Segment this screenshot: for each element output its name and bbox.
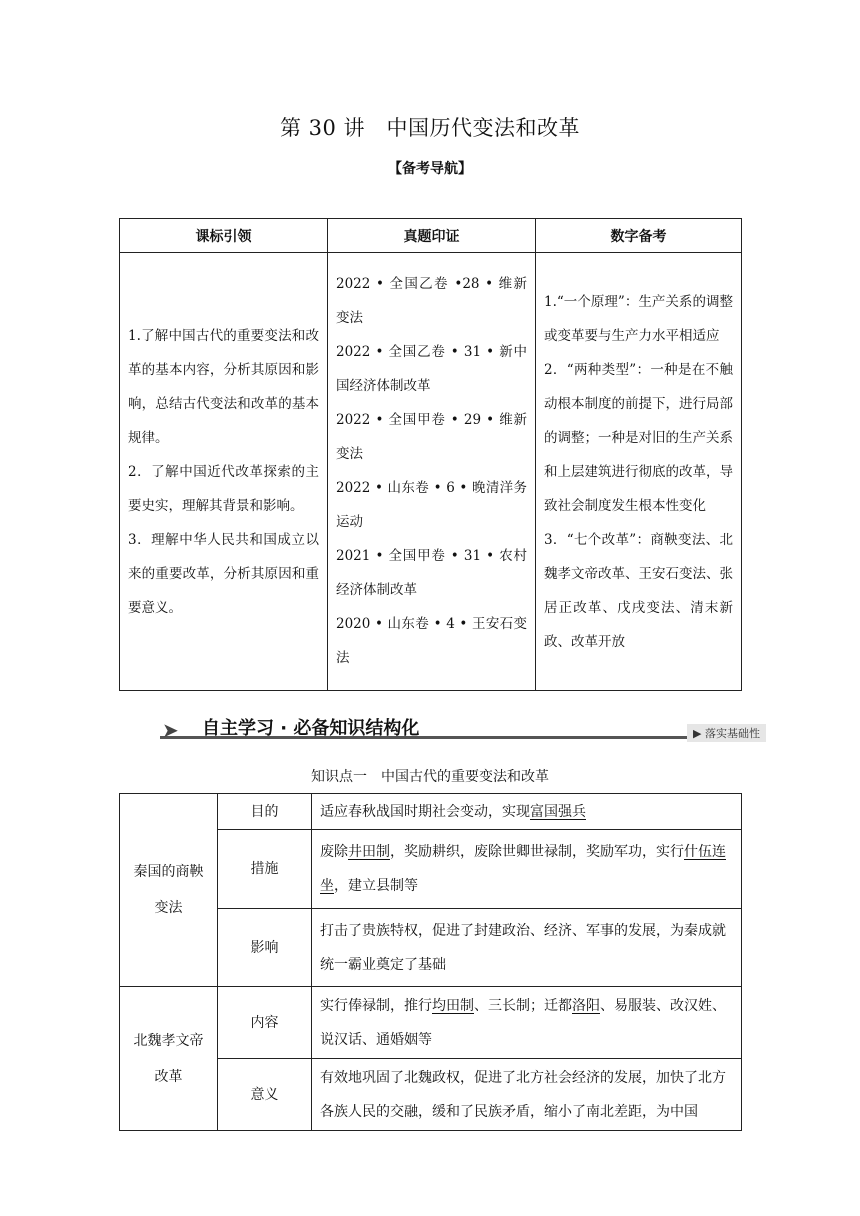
text-run: ，建立县制等 bbox=[334, 878, 418, 894]
content-cell bbox=[312, 830, 742, 909]
content-cell bbox=[312, 794, 742, 830]
text-run: 适应春秋战国时期社会变动，实现 bbox=[320, 803, 530, 820]
text-run: 废除 bbox=[320, 844, 348, 860]
exam-question-item: 2022 • 全国乙卷 • 31 • 新中国经济体制改革 bbox=[336, 344, 527, 394]
text-run: 、三长制；迁都 bbox=[474, 997, 572, 1014]
digital-review-cell bbox=[536, 253, 742, 691]
text-run: ，奖励耕织，废除世卿世禄制，奖励军功，实行 bbox=[390, 844, 684, 860]
curriculum-item: 2．了解中国近代改革探索的主要史实，理解其背景和影响。 bbox=[128, 463, 319, 514]
aspect-cell: 目的 bbox=[218, 794, 312, 830]
exam-question-item: 2021 • 全国甲卷 • 31 • 农村经济体制改革 bbox=[336, 548, 527, 598]
key-term: 井田制 bbox=[348, 844, 390, 860]
content-cell: 有效地巩固了北魏政权，促进了北方社会经济的发展，加快了北方各族人民的交融，缓和了民族矛盾，缩小了南北差距，为中国 bbox=[312, 1059, 742, 1131]
aspect-cell: 意义 bbox=[218, 1059, 312, 1131]
knowledge-table bbox=[119, 793, 742, 1131]
knowledge-point-title: 知识点一 中国古代的重要变法和改革 bbox=[311, 769, 549, 785]
exam-question-item: 2020 • 山东卷 • 4 • 王安石变法 bbox=[336, 616, 527, 666]
section-banner bbox=[160, 712, 766, 742]
exam-question-item: 2022 • 全国甲卷 • 29 • 维新变法 bbox=[336, 412, 527, 462]
aspect-cell: 内容 bbox=[218, 987, 312, 1059]
banner-tag: ▶ 落实基础性 bbox=[687, 724, 766, 742]
aspect-cell: 措施 bbox=[218, 830, 312, 909]
topic-cell: 北魏孝文帝改革 bbox=[120, 987, 218, 1131]
key-term: 均田制 bbox=[432, 997, 474, 1014]
digital-review-item: 1.“一个原理”：生产关系的调整或变革要与生产力水平相适应 bbox=[544, 293, 733, 344]
key-term: 洛阳 bbox=[572, 997, 600, 1014]
curriculum-cell bbox=[120, 253, 328, 691]
arrow-icon: ➤ bbox=[162, 718, 179, 742]
exam-question-item: 2022 • 全国乙卷 •28 • 维新变法 bbox=[336, 276, 527, 326]
exam-question-item: 2022 • 山东卷 • 6 • 晚清洋务运动 bbox=[336, 480, 527, 530]
text-run: 实行俸禄制，推行 bbox=[320, 997, 432, 1014]
curriculum-item: 3．理解中华人民共和国成立以来的重要改革，分析其原因和重要意义。 bbox=[128, 531, 319, 616]
key-term: 富国强兵 bbox=[530, 803, 586, 820]
banner-label: 自主学习 · 必备知识结构化 bbox=[202, 718, 420, 739]
column-header: 真题印证 bbox=[328, 219, 536, 253]
exam-questions-cell bbox=[328, 253, 536, 691]
content-cell bbox=[312, 987, 742, 1059]
table-row bbox=[120, 987, 742, 1059]
column-header: 课标引领 bbox=[120, 219, 328, 253]
table-header-row bbox=[120, 219, 742, 253]
digital-review-item: 2．“两种类型”：一种是在不触动根本制度的前提下，进行局部的调整；一种是对旧的生产关系和上层建筑进行彻底的改革，导致社会制度发生根本性变化 bbox=[544, 361, 733, 514]
aspect-cell: 影响 bbox=[218, 909, 312, 987]
text-run: 、易服装、改汉姓、说汉话、通婚姻等 bbox=[320, 997, 726, 1048]
banner-tag-text: 落实基础性 bbox=[705, 727, 760, 740]
key-term: 什伍连坐 bbox=[320, 844, 726, 894]
column-header: 数字备考 bbox=[536, 219, 742, 253]
digital-review-item: 3．“七个改革”：商鞅变法、北魏孝文帝改革、王安石变法、张居正改革、戊戌变法、清末新政、改革开放 bbox=[544, 531, 733, 650]
curriculum-item: 1.了解中国古代的重要变法和改革的基本内容，分析其原因和影响，总结古代变法和改革的基本规律。 bbox=[128, 327, 319, 446]
topic-cell: 秦国的商鞅变法 bbox=[120, 794, 218, 987]
page-subtitle: 【备考导航】 bbox=[388, 161, 472, 177]
table-row bbox=[120, 253, 742, 691]
page-title: 第 30 讲 中国历代变法和改革 bbox=[279, 116, 581, 140]
exam-guide-table bbox=[119, 218, 742, 691]
table-row bbox=[120, 794, 742, 830]
content-cell: 打击了贵族特权，促进了封建政治、经济、军事的发展，为秦成就统一霸业奠定了基础 bbox=[312, 909, 742, 987]
